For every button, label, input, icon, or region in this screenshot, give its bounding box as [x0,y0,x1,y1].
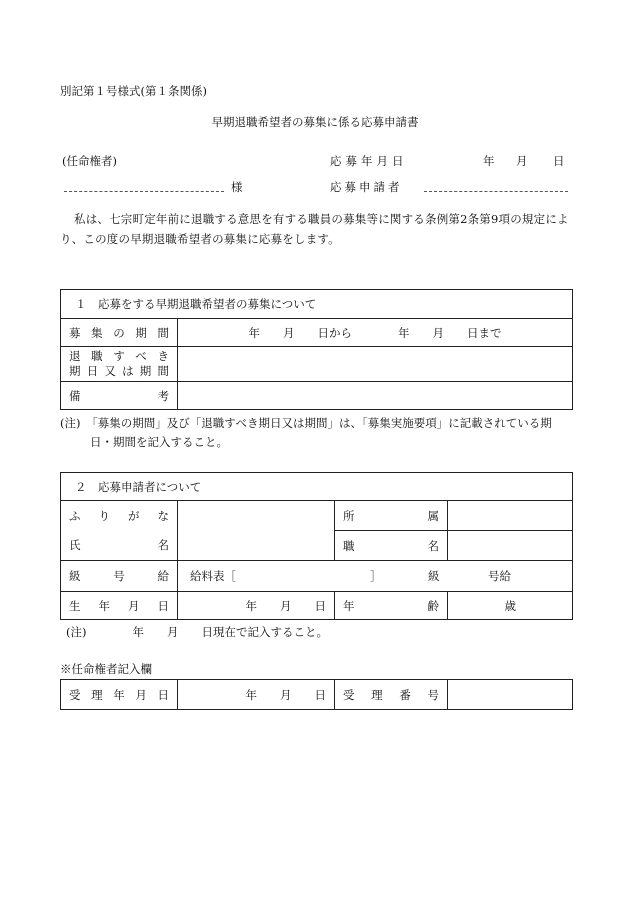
kyu-unit: 級 [428,569,440,583]
section1-note-line2: 日・期間を記入すること。 [90,435,228,449]
retire-label-line2: 期日又は期間 [69,364,169,378]
name-field[interactable] [178,501,335,561]
name-label: 氏名 [69,538,169,553]
furigana-label-cell [61,501,178,531]
section1-heading: １ 応募をする早期退職希望者の募集について [61,290,573,319]
received-date-label-cell [61,680,178,710]
retire-label-line1: 退職すべき [69,349,169,363]
date-day-unit: 日 [553,154,565,168]
appointer-label: (任命権者) [62,154,117,168]
affiliation-label: 所属 [343,508,439,523]
applicant-label: 応募申請者 [330,180,403,194]
remarks-label: 備考 [69,388,169,403]
grade-label: 級号給 [69,569,169,583]
birth-label: 生年月日 [69,598,169,613]
age-unit: 歳 [504,598,516,613]
salary-table-close: ］ [370,569,382,583]
affiliation-label-cell [335,501,448,531]
affiliation-field[interactable] [448,501,573,531]
appointer-name-field[interactable] [64,191,224,192]
remarks-field[interactable] [178,382,573,410]
form-reference: 別記第１号様式(第１条関係) [60,84,207,98]
declaration-text: 私は、七宗町定年前に退職する意思を有する職員の募集等に関する条例第2条第9項の規定により、この度の早期退職希望者の募集に応募をします。 [60,212,569,246]
position-label: 職名 [343,538,439,553]
age-label: 年齢 [343,598,439,613]
age-field[interactable] [448,592,573,620]
received-date-label: 受理年月日 [69,687,169,702]
retire-date-field[interactable] [178,347,573,382]
period-label: 募集の期間 [69,325,169,340]
grade-label-cell [61,561,178,592]
applicant-name-field[interactable] [424,191,568,192]
received-date-field[interactable]: 年 月 日 [178,680,335,710]
retire-label-cell [61,347,178,382]
date-year-unit: 年 [483,154,495,168]
applicant-table [60,472,573,620]
application-date-label: 応募年月日 [330,154,408,168]
birth-date-field[interactable]: 年 月 日 [178,592,335,620]
remarks-label-cell [61,382,178,410]
section2-heading: ２ 応募申請者について [61,473,573,501]
period-field[interactable]: 年 月 日から 年 月 日まで [178,319,573,347]
position-field[interactable] [448,531,573,561]
name-label-cell [61,531,178,561]
received-number-field[interactable] [448,680,573,710]
received-number-label: 受理番号 [343,687,439,702]
recruitment-table [60,289,573,410]
section2-note: (注) 年 月 日現在で記入すること。 [66,625,328,639]
section1-note [60,414,576,452]
section3-title: ※任命権者記入欄 [60,662,152,676]
date-month-unit: 月 [516,154,528,168]
section1-note-line1: (注) 「募集の期間」及び「退職すべき期日又は期間」は、「募集実施要項」に記載されている期 [60,416,552,430]
furigana-label: ふりがな [69,508,169,523]
page-title: 早期退職希望者の募集に係る応募申請書 [211,115,419,129]
age-label-cell [335,592,448,620]
gokyu-unit: 号給 [488,569,511,583]
period-label-cell [61,319,178,347]
birth-label-cell [61,592,178,620]
salary-table-text: 給料表［ [190,569,236,583]
position-label-cell [335,531,448,561]
received-number-label-cell [335,680,448,710]
appointer-table [60,679,573,710]
grade-field[interactable] [178,561,573,592]
honorific-sama: 様 [231,180,243,194]
